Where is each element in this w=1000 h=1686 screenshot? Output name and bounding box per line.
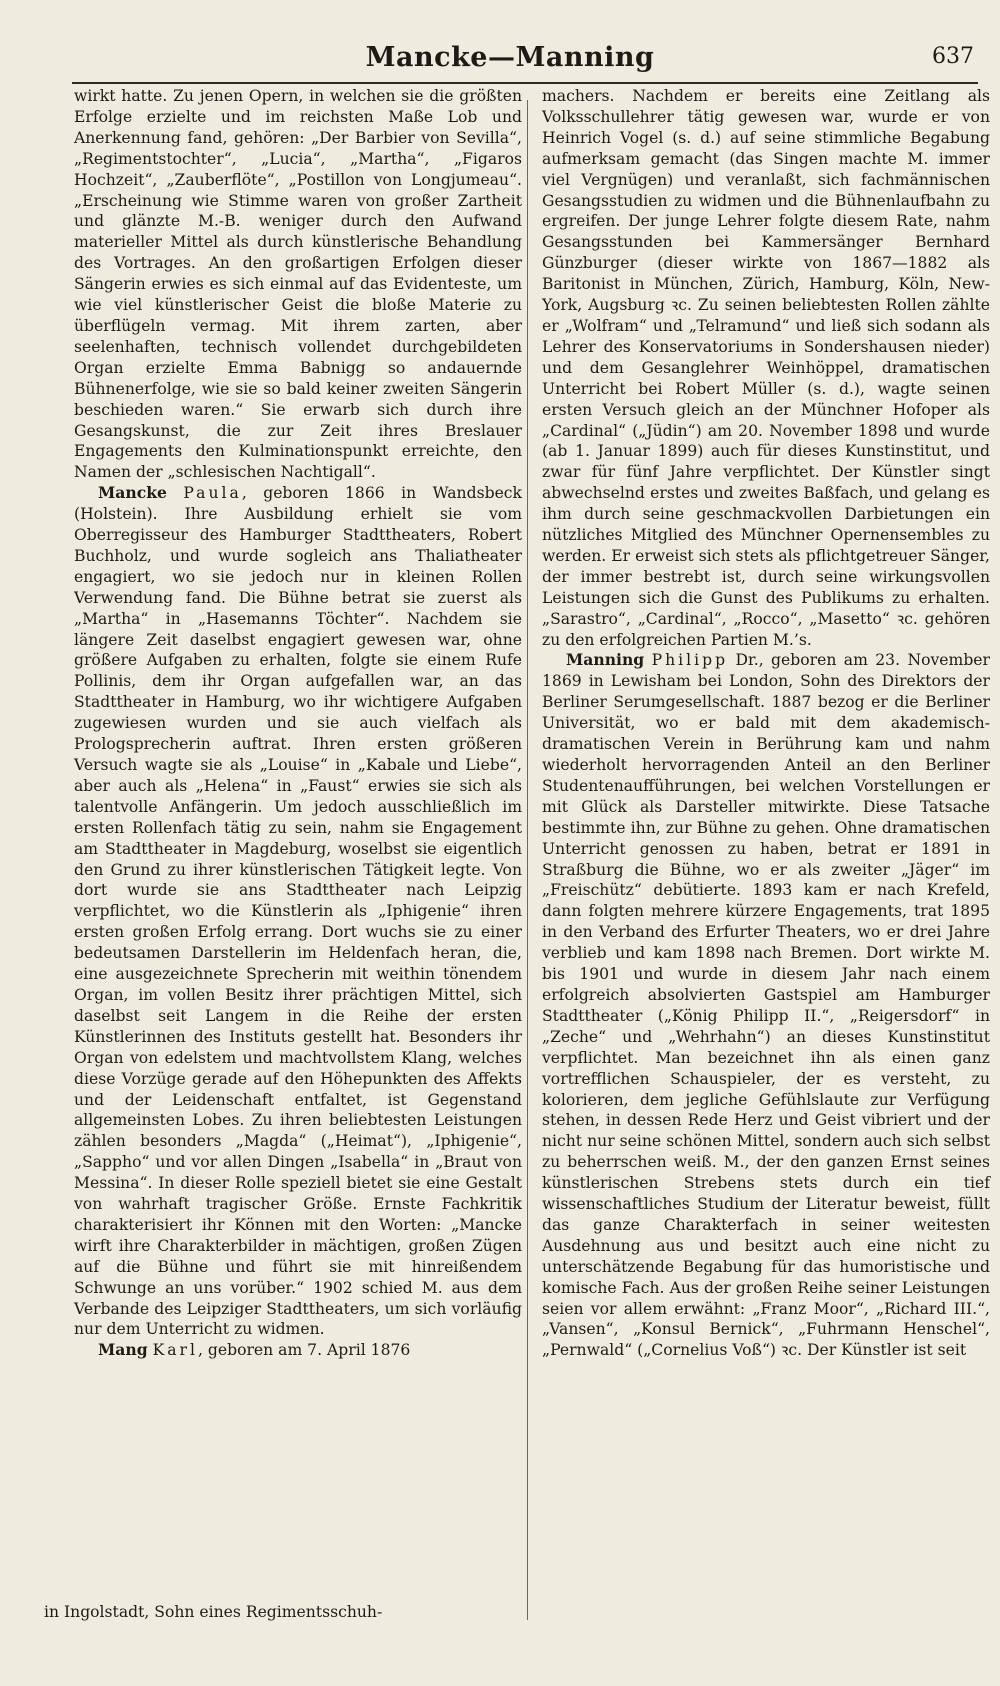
entry-given-name: Karl	[152, 1341, 198, 1360]
entry-surname: Mang	[98, 1340, 148, 1360]
entry-text: , geboren am 7. April 1876	[197, 1341, 411, 1360]
entry-manning	[542, 650, 990, 1361]
entry-text: Dr., geboren am 23. November 1869 in Lewisham bei London, Sohn des Direktors der Berliner Serumgesellschaft. 1887 bezog er die Berliner Universität, wo er bald mit dem akademisch-dramatischen Verein in Berührung kam und nahm wiederholt hervorragenden Anteil an den Berliner Studentenaufführungen, bei welchen Vorstellungen er mit Glück als Darsteller mitwirkte. Diese Tatsache bestimmte ihn, zur Bühne zu gehen. Ohne dramatischen Unterricht genossen zu haben, betrat er 1891 in Straßburg die Bühne, wo er als zweiter „Jäger“ im „Freischütz“ debütierte. 1893 kam er nach Krefeld, dann folgten mehrere kürzere Engagements, trat 1895 in den Verband des Erfurter Theaters, wo er drei Jahre verblieb und kam 1898 nach Bremen. Dort wirkte M. bis 1901 und wurde in diesem Jahr nach einem erfolgreich absolvierten Gastspiel am Hamburger Stadttheater („König Philipp II.“, „Reigersdorf“ in „Zeche“ und „Wehrhahn“) an dieses Kunstinstitut verpflichtet. Man bezeichnet ihn als einen ganz vortrefflichen Schauspieler, der es versteht, zu kolorieren, dem jegliche Gefühlslaute zur Verfügung stehen, in dessen Rede Herz und Geist vibriert und der nicht nur seine schönen Mittel, sondern auch sich selbst zu beherrschen weiß. M., der den ganzen Ernst seines künstlerischen Strebens stets durch ein tief wissenschaftliches Studium der Literatur beweist, füllt das ganze Charakterfach in seiner weitesten Ausdehnung aus und besitzt auch eine nicht zu unterschätzende Begabung für das humoristische und komische Fach. Aus der großen Reihe seiner Leistungen seien vor allem erwähnt: „Franz Moor“, „Richard III.“, „Vansen“, „Konsul Bernick“, „Fuhrmann Henschel“, „Pernwald“ („Cornelius Voß“) ꝛc. Der Künstler ist seit	[542, 651, 990, 1360]
right-column	[542, 86, 990, 1361]
entry-given-name: Paula	[183, 484, 242, 503]
entry-surname: Manning	[566, 650, 645, 670]
page-number: 637	[932, 44, 974, 69]
entry-mang	[74, 1340, 522, 1361]
entry-given-name: Philipp	[651, 651, 729, 670]
paragraph-mang-continuation: machers. Nachdem er bereits eine Zeitlang als Volksschullehrer tätig gewesen war, wurde er von Heinrich Vogel (s. d.) auf seine stimmliche Begabung aufmerksam gemacht (das Singen machte M. immer viel Vergnügen) und veranlaßt, sich fachmännischen Gesangsstudien zu widmen und die Bühnenlaufbahn zu ergreifen. Der junge Lehrer folgte diesem Rate, nahm Gesangsstunden bei Kammersänger Bernhard Günzburger (dieser wirkte von 1867—1882 als Baritonist in München, Zürich, Hamburg, Köln, New-York, Augsburg ꝛc. Zu seinen beliebtesten Rollen zählte er „Wolfram“ und „Telramund“ und ließ sich sodann als Lehrer des Konservatoriums in Sondershausen nieder) und dem Gesanglehrer Weinhöppel, dramatischen Unterricht bei Robert Müller (s. d.), wagte seinen ersten Versuch gleich an der Münchner Hofoper als „Cardinal“ („Jüdin“) am 20. November 1898 und wurde (ab 1. Januar 1899) auch für dieses Kunstinstitut, und zwar für fünf Jahre verpflichtet. Der Künstler singt abwechselnd erstes und zweites Baßfach, und gelang es ihm durch seine geschmackvollen Darbietungen ein nützliches Mitglied des Münchner Opernensembles zu werden. Er erweist sich stets als pflichtgetreuer Sänger, der immer bestrebt ist, durch seine wirkungsvollen Leistungen sich die Gunst des Publikums zu erhalten. „Sarastro“, „Cardinal“, „Rocco“, „Masetto“ ꝛc. gehören zu den erfolgreichen Partien M.’s.	[542, 87, 990, 649]
column-divider	[527, 100, 528, 1620]
entry-mancke	[74, 483, 522, 1340]
entry-text: , geboren 1866 in Wandsbeck (Holstein). Ihre Ausbildung erhielt sie vom Oberregisseur des Hamburger Stadttheaters, Robert Buchholz, und wurde sogleich ans Thaliatheater engagiert, wo sie jedoch nur in kleinen Rollen Verwendung fand. Die Bühne betrat sie zuerst als „Martha“ in „Hasemanns Töchter“. Nachdem sie längere Zeit daselbst engagiert gewesen war, ohne größere Aufgaben zu erhalten, folgte sie einem Rufe Pollinis, dem ihr Organ aufgefallen war, an das Stadttheater in Hamburg, wo ihr wichtigere Aufgaben zugewiesen wurden und sie auch vielfach als Prologsprecherin auftrat. Ihren ersten größeren Versuch wagte sie als „Louise“ in „Kabale und Liebe“, aber auch als „Helena“ in „Faust“ erwies sie sich als talentvolle Anfängerin. Um jedoch ausschließlich im ersten Rollenfach tätig zu sein, nahm sie Engagement am Stadttheater in Magdeburg, woselbst sie eigentlich den Grund zu ihrer künstlerischen Tätigkeit legte. Von dort wurde sie ans Stadttheater nach Leipzig verpflichtet, wo die Künstlerin als „Iphigenie“ ihren ersten großen Erfolg errang. Dort wuchs sie zu einer bedeutsamen Darstellerin im Heldenfach heran, die, eine ausgezeichnete Sprecherin mit weithin tönendem Organ, im vollen Besitz ihrer prächtigen Mittel, sich daselbst seit Langem in die Reihe der ersten Künstlerinnen des Instituts gestellt hat. Besonders ihr Organ von edelstem und machtvollstem Klang, welches diese Vorzüge gerade auf den Höhepunkten des Affekts und der Leidenschaft entfaltet, ist Gegenstand allgemeinsten Lobes. Zu ihren beliebtesten Leistungen zählen besonders „Magda“ („Heimat“), „Iphigenie“, „Sappho“ und vor allen Dingen „Isabella“ in „Braut von Messina“. In dieser Rolle speziell bietet sie eine Gestalt von wahrhaft tragischer Größe. Ernste Fachkritik charakterisiert ihr Können mit den Worten: „Mancke wirft ihre Charakterbilder in mächtigen, großen Zügen auf die Bühne und führt sie mit hinreißendem Schwunge an uns vorüber.“ 1902 schied M. aus dem Verbande des Leipziger Stadttheaters, um sich vorläufig nur dem Unterricht zu widmen.	[74, 484, 522, 1339]
header-rule	[72, 82, 978, 84]
entry-surname: Mancke	[98, 483, 167, 503]
left-column	[74, 86, 522, 1361]
running-head: Mancke—Manning	[365, 42, 655, 73]
page-header	[40, 42, 980, 86]
entry-mang-tail: in Ingolstadt, Sohn eines Regimentsschuh-	[44, 1603, 383, 1621]
paragraph-babnigg-continuation: wirkt hatte. Zu jenen Opern, in welchen sie die größten Erfolge erzielte und im reichsten Maße Lob und Anerkennung fand, gehören: „Der Barbier von Sevilla“, „Regimentstochter“, „Lucia“, „Martha“, „Figaros Hochzeit“, „Zauberflöte“, „Postillon von Longjumeau“. „Erscheinung wie Stimme waren von großer Zartheit und glänzte M.-B. weniger durch den Aufwand materieller Mittel als durch künstlerische Behandlung des Vortrages. An den großartigen Erfolgen dieser Sängerin erwies es sich einmal auf das Evidenteste, um wie viel künstlerischer Geist die bloße Materie zu überflügeln vermag. Mit ihrem zarten, aber seelenhaften, technisch vollendet durchgebildeten Organ erzielte Emma Babnigg so andauernde Bühnenerfolge, wie sie so bald keiner zweiten Sängerin beschieden waren.“ Sie erwarb sich durch ihre Gesangskunst, die zur Zeit ihres Breslauer Engagements den Kulminationspunkt erreichte, den Namen der „schlesischen Nachtigall“.	[74, 87, 522, 482]
